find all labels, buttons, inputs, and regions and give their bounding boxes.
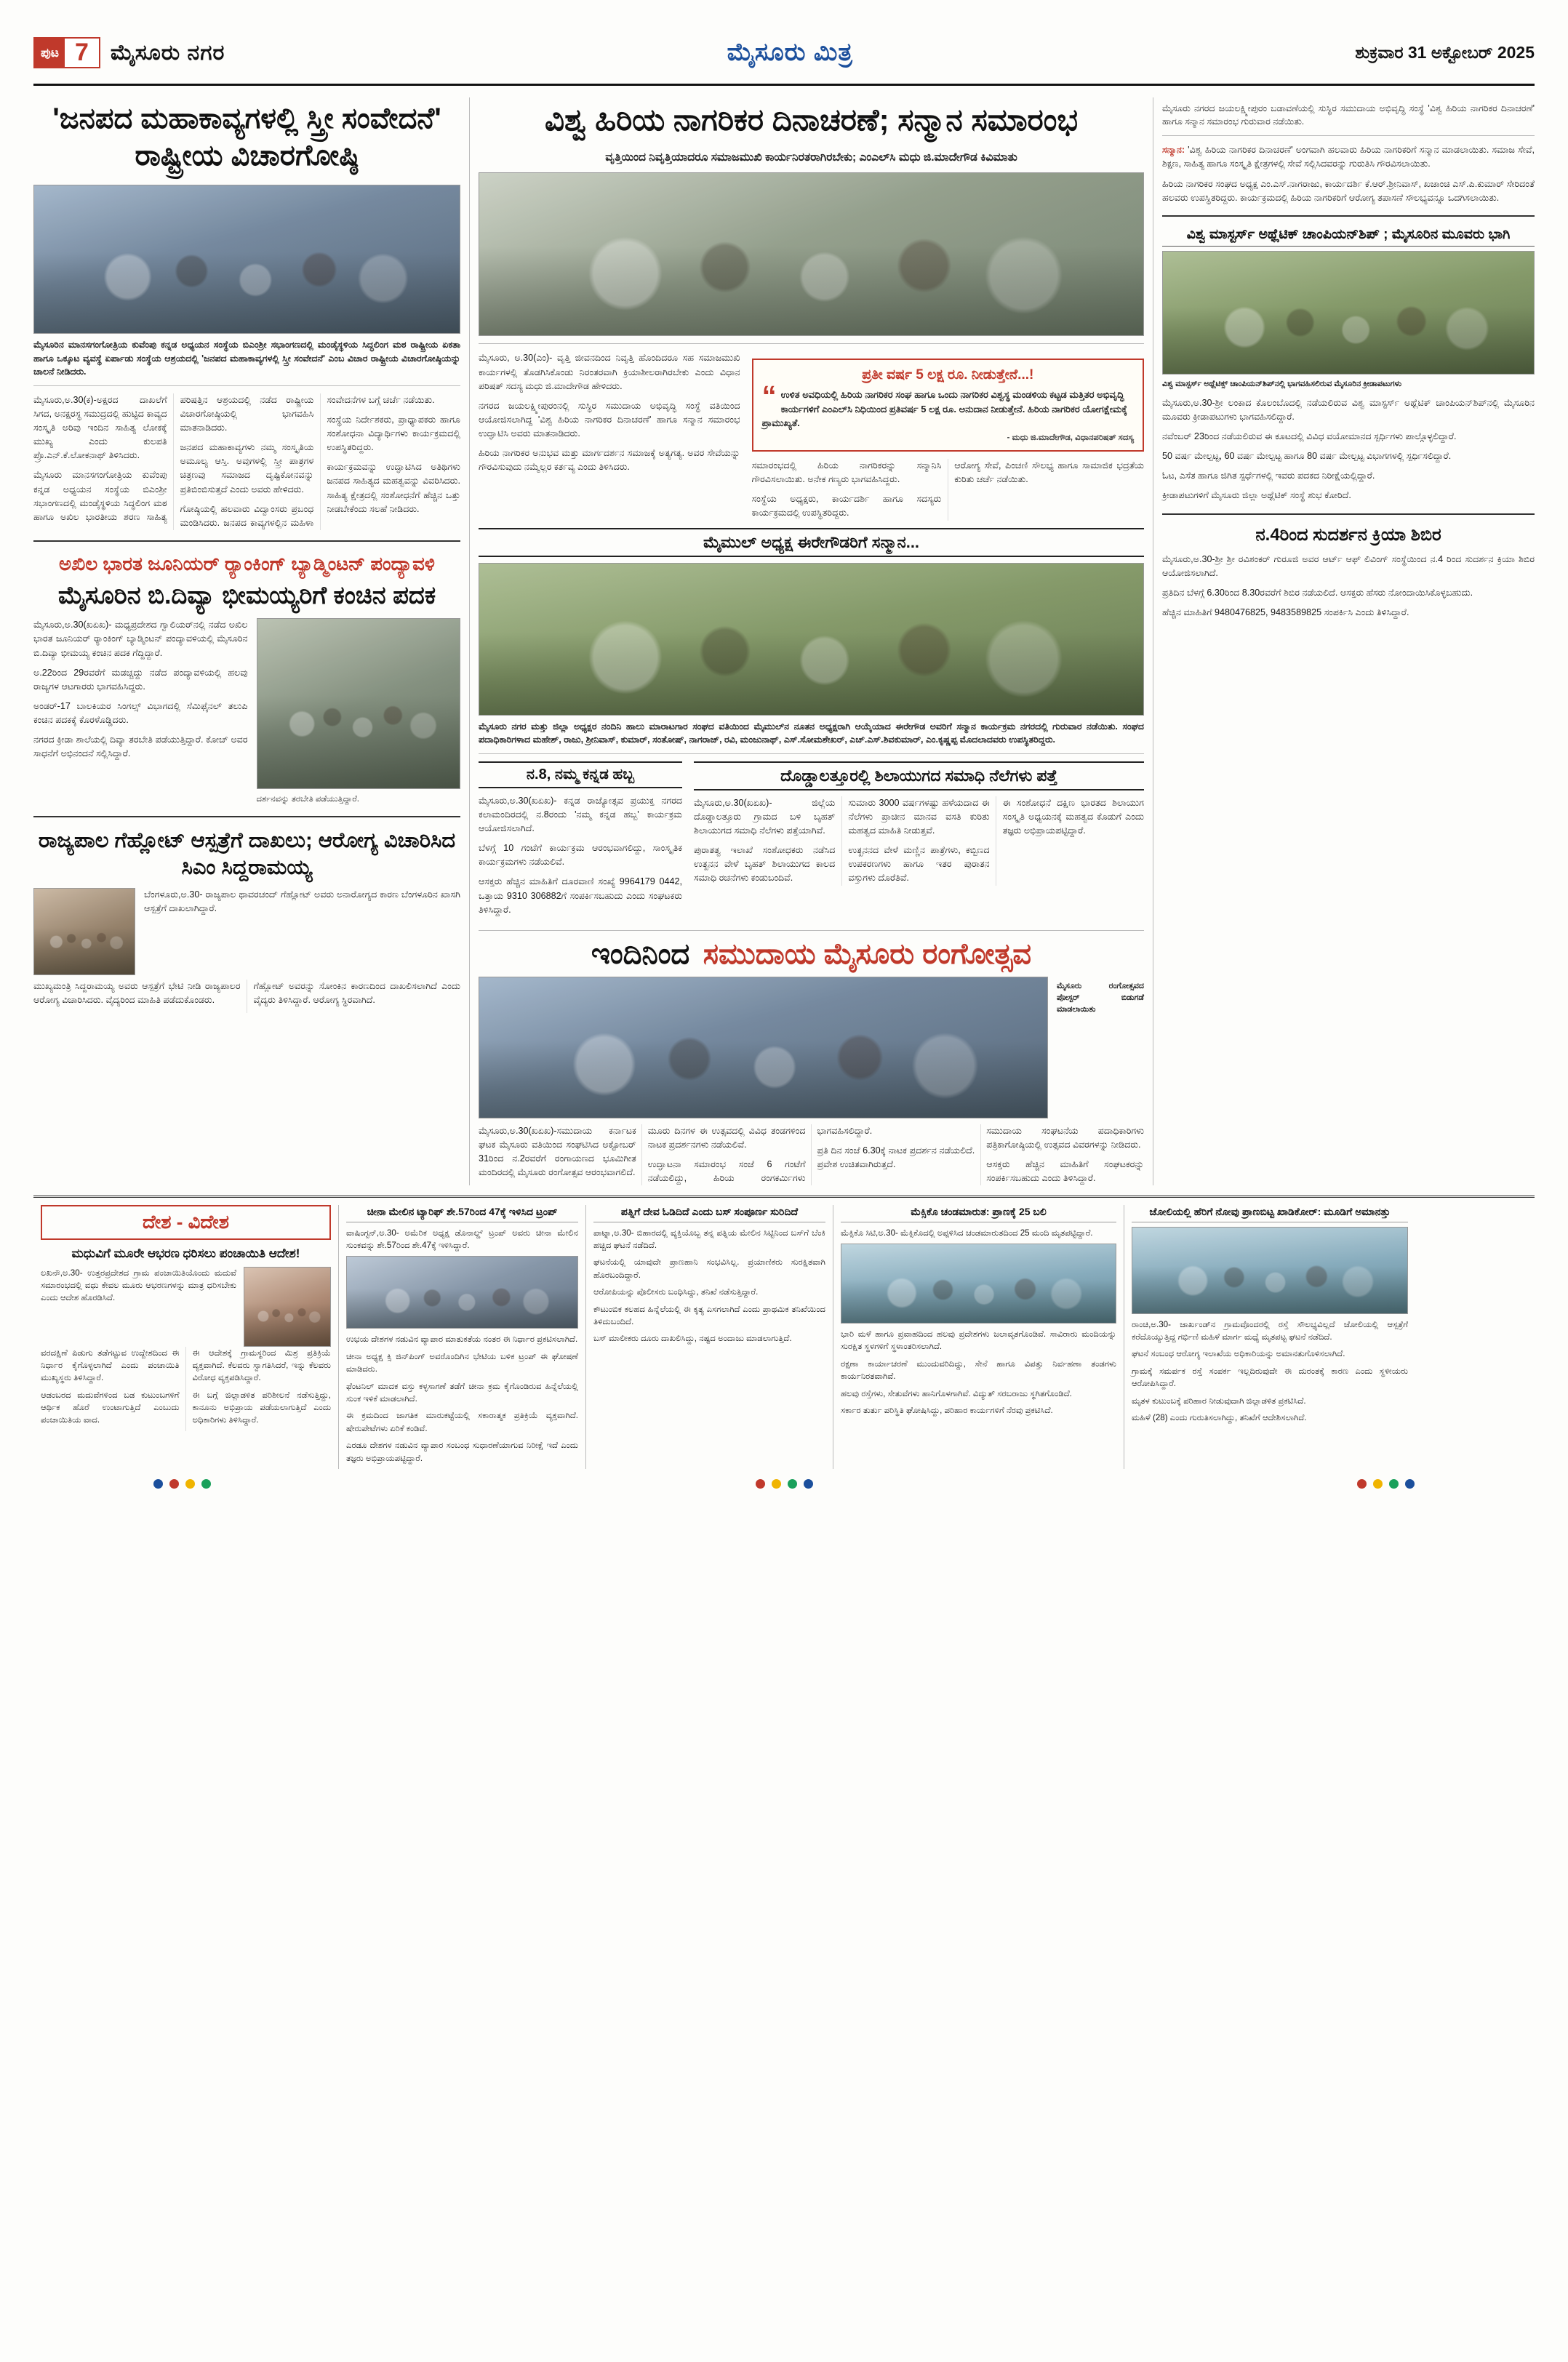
mymul-head: ಮೈಮುಲ್ ಅಧ್ಯಕ್ಷ ಈರೇಗೌಡರಿಗೆ ಸನ್ಮಾನ...: [479, 528, 1144, 557]
rangotsava-block: [479, 977, 1144, 1118]
badminton-kicker: ಅಖಿಲ ಭಾರತ ಜೂನಿಯರ್ ರ‍್ಯಾಂಕಿಂಗ್ ಬ್ಯಾಡ್ಮಿಂಟನ್ ಪಂದ್ಯಾವಳಿ: [59, 553, 435, 575]
kannada-habba-head: ನ.8, ನಮ್ಮ ಕನ್ನಡ ಹಬ್ಬ: [479, 761, 682, 788]
desh-videsh-badge: ದೇಶ - ವಿದೇಶ: [41, 1205, 331, 1240]
divider: [1162, 513, 1535, 515]
lead-right-photo: [479, 172, 1144, 336]
paragraph: ಗೋಷ್ಠಿಯಲ್ಲಿ ಹಲವಾರು ವಿದ್ವಾಂಸರು ಪ್ರಬಂಧ ಮಂಡಿಸಿದರು. ಜನಪದ ಕಾವ್ಯಗಳಲ್ಲಿನ ಮಹಿಳಾ ಸಂವೇದನೆಗಳ ಬಗ್ಗೆ ಚರ್ಚೆ ನಡೆಯಿತು.: [180, 394, 435, 528]
paragraph: ಸುಮಾರು 3000 ವರ್ಷಗಳಷ್ಟು ಹಳೆಯದಾದ ಈ ನೆಲೆಗಳು ಪ್ರಾಚೀನ ಮಾನವ ವಸತಿ ಕುರಿತು ಮಹತ್ವದ ಮಾಹಿತಿ ನೀಡುತ್ತವೆ.: [848, 797, 990, 836]
sanmana-paragraph-2: ಹಿರಿಯ ನಾಗರಿಕರ ಸಂಘದ ಅಧ್ಯಕ್ಷ ಎಂ.ಎಸ್.ನಾಗರಾಜು, ಕಾರ್ಯದರ್ಶಿ ಕೆ.ಆರ್.ಶ್ರೀನಿವಾಸ್, ಖಜಾಂಚಿ ಎಸ್.ಪಿ.ಕುಮಾರ್ ಸೇರಿದಂತೆ ಹಲವರು ಉಪಸ್ಥಿತರಿದ್ದರು. ಕಾರ್ಯಕ್ರಮದಲ್ಲಿ ಹಿರಿಯ ನಾಗರಿಕರಿಗೆ ಆರೋಗ್ಯ ತಪಾಸಣೆ ಸೌಲಭ್ಯವನ್ನೂ ಒದಗಿಸಲಾಯಿತು.: [1162, 178, 1535, 203]
world-title-2: ಪತ್ನಿಗೆ ದೇವ ಓಡಿದಿದೆ ಎಂದು ಬಸ್ ಸಂಪೂರ್ಣ ಸುರಿದಿದೆ: [593, 1205, 825, 1222]
world-title-1: ಚೀನಾ ಮೇಲಿನ ಟ್ಯಾರಿಫ್ ಶೇ.57ರಿಂದ 47ಕ್ಕೆ ಇಳಿಸಿದ ಟ್ರಂಪ್: [346, 1205, 578, 1222]
world-col-3: [833, 1205, 1124, 1468]
paragraph: ಪ್ರತಿದಿನ ಬೆಳಗ್ಗೆ 6.30ರಿಂದ 8.30ರವರೆಗೆ ಶಿಬಿರ ನಡೆಯಲಿದೆ. ಆಸಕ್ತರು ಹೆಸರು ನೋಂದಾಯಿಸಿಕೊಳ್ಳಬಹುದು.: [1162, 587, 1473, 598]
paragraph: ಮೈಸೂರು,ಅ.30(ಕ)-ಅಕ್ಷರದ ದಾಖಲೆಗೆ ಸಿಗದ, ಅನಕ್ಷರಸ್ಥ ಸಮುದ್ರದಲ್ಲಿ ಹುಟ್ಟಿದ ಕಾವ್ಯದ ಸಂಸ್ಕೃತಿ ಅರಿವು ಇಂದಿನ ಸಾಹಿತ್ಯ ಲೋಕಕ್ಕೆ ಮುಖ್ಯ ಎಂದು ಕುಲಪತಿ ಪ್ರೊ.ಎನ್.ಕೆ.ಲೋಕನಾಥ್ ತಿಳಿಸಿದರು.: [33, 394, 167, 461]
sanmana-text: 'ವಿಶ್ವ ಹಿರಿಯ ನಾಗರಿಕರ ದಿನಾಚರಣೆ' ಅಂಗವಾಗಿ ಹಲವಾರು ಹಿರಿಯ ನಾಗರಿಕರಿಗೆ ಸನ್ಮಾನ ಮಾಡಲಾಯಿತು. ಸಮಾಜ ಸೇವೆ, ಶಿಕ್ಷಣ, ಸಾಹಿತ್ಯ ಹಾಗೂ ಸಂಸ್ಕೃತಿ ಕ್ಷೇತ್ರಗಳಲ್ಲಿ ಸೇವೆ ಸಲ್ಲಿಸಿದವರನ್ನು ಗುರುತಿಸಿ ಗೌರವಿಸಲಾಯಿತು.: [1162, 145, 1535, 169]
divider: [33, 816, 460, 817]
world-0-body: [41, 1347, 331, 1431]
sanmana-head: ಸನ್ಮಾನ:: [1162, 145, 1185, 156]
paragraph: ಈ ಬಗ್ಗೆ ಜಿಲ್ಲಾಡಳಿತ ಪರಿಶೀಲನೆ ನಡೆಸುತ್ತಿದ್ದು, ಕಾನೂನು ಅಭಿಪ್ರಾಯ ಪಡೆಯಲಾಗುತ್ತಿದೆ ಎಂದು ಅಧಿಕಾರಿಗಳು ತಿಳಿಸಿದ್ದಾರೆ.: [192, 1390, 331, 1425]
lead-right-body-wrap: [479, 351, 1144, 520]
paragraph: 50 ವರ್ಷ ಮೇಲ್ಪಟ್ಟ, 60 ವರ್ಷ ಮೇಲ್ಪಟ್ಟ ಹಾಗೂ 80 ವರ್ಷ ಮೇಲ್ಪಟ್ಟ ವಿಭಾಗಗಳಲ್ಲಿ ಸ್ಪರ್ಧಿಸಲಿದ್ದಾರೆ.: [1162, 451, 1452, 462]
quote-title: ಪ್ರತೀ ವರ್ಷ 5 ಲಕ್ಷ ರೂ. ನೀಡುತ್ತೇನೆ...!: [862, 367, 1034, 383]
rangotsava-photo-wrap: [479, 977, 1048, 1118]
registration-group-center: [756, 1479, 813, 1489]
masthead-left: [33, 37, 225, 68]
doddalathur-block: [694, 761, 1144, 923]
issue-date: ಶುಕ್ರವಾರ 31 ಅಕ್ಟೋಬರ್ 2025: [1355, 43, 1535, 62]
paragraph: ಸಮಾರಂಭದಲ್ಲಿ ಹಿರಿಯ ನಾಗರಿಕರನ್ನು ಸನ್ಮಾನಿಸಿ ಗೌರವಿಸಲಾಯಿತು. ಅನೇಕ ಗಣ್ಯರು ಭಾಗವಹಿಸಿದ್ದರು.: [751, 460, 942, 485]
paragraph: ಈ ಆದೇಶಕ್ಕೆ ಗ್ರಾಮಸ್ಥರಿಂದ ಮಿಶ್ರ ಪ್ರತಿಕ್ರಿಯೆ ವ್ಯಕ್ತವಾಗಿದೆ. ಕೆಲವರು ಸ್ವಾಗತಿಸಿದರೆ, ಇನ್ನು ಕೆಲವರು ವಿರೋಧ ವ್ಯಕ್ತಪಡಿಸಿದ್ದಾರೆ.: [192, 1348, 331, 1383]
paragraph: ಚೀನಾ ಅಧ್ಯಕ್ಷ ಕ್ಸಿ ಜಿನ್‌ಪಿಂಗ್ ಅವರೊಂದಿಗಿನ ಭೇಟಿಯ ಬಳಿಕ ಟ್ರಂಪ್ ಈ ಘೋಷಣೆ ಮಾಡಿದರು.: [346, 1351, 578, 1374]
paragraph: ಅಂಡರ್-17 ಬಾಲಕಿಯರ ಸಿಂಗಲ್ಸ್ ವಿಭಾಗದಲ್ಲಿ ಸೆಮಿಫೈನಲ್ ತಲುಪಿ ಕಂಚಿನ ಪದಕಕ್ಕೆ ಕೊರಳೊಡ್ಡಿದರು.: [33, 701, 248, 726]
paragraph: ಓಟ, ಎಸೆತ ಹಾಗೂ ಜಿಗಿತ ಸ್ಪರ್ಧೆಗಳಲ್ಲಿ ಇವರು ಪದಕದ ನಿರೀಕ್ಷೆಯಲ್ಲಿದ್ದಾರೆ.: [1162, 471, 1375, 481]
badminton-text: [33, 618, 248, 806]
paragraph: ಈ ಕ್ರಮದಿಂದ ಜಾಗತಿಕ ಮಾರುಕಟ್ಟೆಯಲ್ಲಿ ಸಕಾರಾತ್ಮಕ ಪ್ರತಿಕ್ರಿಯೆ ವ್ಯಕ್ತವಾಗಿದೆ. ಷೇರುಪೇಟೆಗಳು ಏರಿಕೆ ಕಂಡಿವೆ.: [346, 1411, 578, 1433]
paragraph: ಉತ್ಖನನದ ವೇಳೆ ಮಣ್ಣಿನ ಪಾತ್ರೆಗಳು, ಕಬ್ಬಿಣದ ಉಪಕರಣಗಳು ಹಾಗೂ ಇತರ ಪುರಾತನ ವಸ್ತುಗಳು ದೊರೆತಿವೆ.: [848, 845, 990, 884]
world-4-photo: [1132, 1227, 1408, 1314]
rangotsava-head-red: ಸಮುದಾಯ ಮೈಸೂರು ರಂಗೋತ್ಸವ: [703, 937, 1032, 970]
masters-body: [1162, 396, 1535, 503]
paragraph: ಮೈಸೂರು ಮಾನಸಗಂಗೋತ್ರಿಯ ಕುವೆಂಪು ಕನ್ನಡ ಅಧ್ಯಯನ ಸಂಸ್ಥೆಯ ಬಿಎಂಶ್ರೀ ಸಭಾಂಗಣದಲ್ಲಿ ಮಂಡೈಸ್ಥಳಿಯ ಸಿದ್ಧಲಿಂಗ ಮಠ ಹಾಗೂ ಅಖಿಲ ಭಾರತೀಯ ಶರಣ ಸಾಹಿತ್ಯ ಪರಿಷತ್ತಿನ ಆಶ್ರಯದಲ್ಲಿ ನಡೆದ ರಾಷ್ಟ್ರೀಯ ವಿಚಾರಗೋಷ್ಠಿಯಲ್ಲಿ ಭಾಗವಹಿಸಿ ಮಾತನಾಡಿದರು.: [33, 394, 314, 522]
page-content: [33, 97, 1535, 1185]
badminton-photo-caption: ದರ್ಶನವನ್ನು ತರಬೇತಿ ಪಡೆಯುತ್ತಿದ್ದಾರೆ.: [256, 795, 359, 804]
mymul-caption: ಮೈಸೂರು ನಗರ ಮತ್ತು ಜಿಲ್ಲಾ ಅಧ್ಯಕ್ಷರ ನಂದಿನಿ ಹಾಲು ಮಾರಾಟಗಾರ ಸಂಘದ ವತಿಯಿಂದ ಮೈಮುಲ್‌ನ ನೂತನ ಅಧ್ಯಕ್ಷರಾಗಿ ಆಯ್ಕೆಯಾದ ಈರೇಗೌಡ ಅವರಿಗೆ ಸನ್ಮಾನ ಕಾರ್ಯಕ್ರಮ ನಗರದಲ್ಲಿ ಗುರುವಾರ ನಡೆಯಿತು. ಸಂಘದ ಪದಾಧಿಕಾರಿಗಳಾದ ಮಹೇಶ್, ರಾಜು, ಶ್ರೀನಿವಾಸ್, ಕುಮಾರ್, ಸಂತೋಷ್, ನಾಗರಾಜ್, ರವಿ, ಮಂಜುನಾಥ್, ಎಸ್.ಸೋಮಶೇಖರ್, ಎಚ್.ಎಸ್.ಶಿವಕುಮಾರ್, ಎಂ.ಕೃಷ್ಣಪ್ಪ ಮೊದಲಾದವರು ಉಪಸ್ಥಿತರಿದ್ದರು.: [479, 721, 1144, 745]
paragraph: ಮಹಿಳೆ (28) ಎಂದು ಗುರುತಿಸಲಾಗಿದ್ದು, ತನಿಖೆಗೆ ಆದೇಶಿಸಲಾಗಿದೆ.: [1132, 1412, 1307, 1422]
rangotsava-caption-wrap: [1057, 977, 1144, 1118]
paragraph: ಎರಡೂ ದೇಶಗಳ ನಡುವಿನ ವ್ಯಾಪಾರ ಸಂಬಂಧ ಸುಧಾರಣೆಯಾಗುವ ನಿರೀಕ್ಷೆ ಇದೆ ಎಂದು ತಜ್ಞರು ಅಭಿಪ್ರಾಯಪಟ್ಟಿದ್ದಾರೆ.: [346, 1441, 578, 1463]
governor-text: [144, 888, 460, 975]
paragraph: ಮೈಸೂರು,ಅ.30-ಶ್ರೀ ಲಂಕಾದ ಕೊಲಂಬೊದಲ್ಲಿ ನಡೆಯಲಿರುವ ವಿಶ್ವ ಮಾಸ್ಟರ್ಸ್ ಅಥ್ಲೆಟಿಕ್ ಚಾಂಪಿಯನ್‌ಶಿಪ್‌ನಲ್ಲಿ ಮೈಸೂರಿನ ಮೂವರು ಕ್ರೀಡಾಪಟುಗಳು ಭಾಗವಹಿಸಲಿದ್ದಾರೆ.: [1162, 397, 1535, 422]
divider: [1162, 135, 1535, 136]
governor-headline: ರಾಜ್ಯಪಾಲ ಗೆಹ್ಲೋಟ್ ಆಸ್ಪತ್ರೆಗೆ ದಾಖಲು; ಆರೋಗ್ಯ ವಿಚಾರಿಸಿದ ಸಿಎಂ ಸಿದ್ದರಾಮಯ್ಯ: [38, 829, 456, 879]
mid-block: [479, 761, 1144, 923]
paragraph: ಆರೋಗ್ಯ ಸೇವೆ, ಪಿಂಚಣಿ ಸೌಲಭ್ಯ ಹಾಗೂ ಸಾಮಾಜಿಕ ಭದ್ರತೆಯ ಕುರಿತು ಚರ್ಚೆ ನಡೆಯಿತು.: [954, 460, 1144, 485]
paragraph: ಘಟನೆ ಸಂಬಂಧ ಆರೋಗ್ಯ ಇಲಾಖೆಯ ಅಧಿಕಾರಿಯನ್ನು ಅಮಾನತುಗೊಳಿಸಲಾಗಿದೆ.: [1132, 1349, 1345, 1359]
paragraph: ಪುರಾತತ್ವ ಇಲಾಖೆ ಸಂಶೋಧಕರು ನಡೆಸಿದ ಉತ್ಖನನ ವೇಳೆ ಬೃಹತ್ ಶಿಲಾಯುಗದ ಕಾಲದ ಸಮಾಧಿ ರಚನೆಗಳು ಕಂಡುಬಂದಿವೆ.: [694, 845, 836, 884]
paragraph: ಈ ಸಂಶೋಧನೆ ದಕ್ಷಿಣ ಭಾರತದ ಶಿಲಾಯುಗ ಸಂಸ್ಕೃತಿ ಅಧ್ಯಯನಕ್ಕೆ ಮಹತ್ವದ ಕೊಡುಗೆ ಎಂದು ತಜ್ಞರು ಅಭಿಪ್ರಾಯಪಟ್ಟಿದ್ದಾರೆ.: [1002, 797, 1144, 836]
lead-left-body: [33, 393, 460, 530]
reg-dot: [1373, 1479, 1383, 1489]
lead-right-col1: [479, 351, 740, 520]
paragraph: ಆಸಕ್ತರು ಹೆಚ್ಚಿನ ಮಾಹಿತಿಗೆ ಸಂಘಟಕರನ್ನು ಸಂಪರ್ಕಿಸಬಹುದು ಎಂದು ತಿಳಿಸಿದ್ದಾರೆ.: [986, 1159, 1144, 1184]
paragraph: ಹೆಚ್ಚಿನ ಮಾಹಿತಿಗೆ 9480476825, 9483589825 ಸಂಪರ್ಕಿಸಿ ಎಂದು ತಿಳಿಸಿದ್ದಾರೆ.: [1162, 607, 1409, 618]
reg-dot: [788, 1479, 797, 1489]
reg-dot: [1405, 1479, 1415, 1489]
quote-text: ಉಳಿತ ಅವಧಿಯಲ್ಲಿ ಹಿರಿಯ ನಾಗರಿಕರ ಸಂಘ ಹಾಗೂ ಒಂದು ನಾಗರಿಕರ ವಿಶ್ವಸ್ಥ ಮಂಡಳಿಯ ಕಟ್ಟಡ ಮತ್ತಿತರ ಅಭಿವೃದ್ಧಿ ಕಾರ್ಯಗಳಿಗೆ ಎಂಎಲ್‌ಸಿ ನಿಧಿಯಿಂದ ಪ್ರತಿವರ್ಷ 5 ಲಕ್ಷ ರೂ. ಅನುದಾನ ನೀಡುತ್ತೇನೆ. ಹಿರಿಯ ನಾಗರಿಕರ ಯೋಗಕ್ಷೇಮಕ್ಕೆ ಪ್ರಾಮುಖ್ಯತೆ.: [761, 389, 1127, 429]
world-title-3: ಮೆಕ್ಸಿಕೊ ಚಂಡಮಾರುತ: ಪ್ರಾಣಕ್ಕೆ 25 ಬಲಿ: [841, 1205, 1116, 1222]
governor-body: [33, 980, 460, 1013]
paragraph: ಕಾರ್ಯಕ್ರಮವನ್ನು ಉದ್ಘಾಟಿಸಿದ ಅತಿಥಿಗಳು ಜನಪದ ಸಾಹಿತ್ಯದ ಮಹತ್ವವನ್ನು ವಿವರಿಸಿದರು. ಸಾಹಿತ್ಯ ಕ್ಷೇತ್ರದಲ್ಲಿ ಸಂಶೋಧನೆಗೆ ಹೆಚ್ಚಿನ ಒತ್ತು ನೀಡಬೇಕೆಂದು ಸಲಹೆ ನೀಡಿದರು.: [327, 462, 460, 514]
world-0-photo: [244, 1267, 331, 1347]
reg-dot: [185, 1479, 195, 1489]
reg-dot: [772, 1479, 781, 1489]
paragraph: ಹಲವು ರಸ್ತೆಗಳು, ಸೇತುವೆಗಳು ಹಾನಿಗೊಳಗಾಗಿವೆ. ವಿದ್ಯುತ್ ಸರಬರಾಜು ಸ್ಥಗಿತಗೊಂಡಿದೆ.: [841, 1388, 1072, 1398]
rangotsava-head-prefix: ಇಂದಿನಿಂದ: [591, 937, 690, 970]
paragraph: ಮೈಸೂರು, ಅ.30(ಎಂ)- ವೃತ್ತಿ ಜೀವನದಿಂದ ನಿವೃತ್ತಿ ಹೊಂದಿದರೂ ಸಹ ಸಮಾಜಮುಖಿ ಕಾರ್ಯಗಳಲ್ಲಿ ತೊಡಗಿಸಿಕೊಂಡು ನಿರಂತರವಾಗಿ ಕ್ರಿಯಾಶೀಲರಾಗಿರಬೇಕು ಎಂದು ವಿಧಾನ ಪರಿಷತ್ ಸದಸ್ಯ ಮಧು ಜಿ.ಮಾದೇಗೌಡ ಹೇಳಿದರು.: [479, 353, 740, 391]
paragraph: ಬಸ್ ಮಾಲೀಕರು ದೂರು ದಾಖಲಿಸಿದ್ದು, ನಷ್ಟದ ಅಂದಾಜು ಮಾಡಲಾಗುತ್ತಿದೆ.: [593, 1334, 792, 1344]
quote-body: [761, 380, 1134, 431]
paragraph: ಘಟನೆಯಲ್ಲಿ ಯಾವುದೇ ಪ್ರಾಣಹಾನಿ ಸಂಭವಿಸಿಲ್ಲ. ಪ್ರಯಾಣಿಕರು ಸುರಕ್ಷಿತವಾಗಿ ಹೊರಬಂದಿದ್ದಾರೆ.: [593, 1257, 825, 1280]
paragraph: ಗ್ರಾಮಕ್ಕೆ ಸಮರ್ಪಕ ರಸ್ತೆ ಸಂಪರ್ಕ ಇಲ್ಲದಿರುವುದೇ ಈ ದುರಂತಕ್ಕೆ ಕಾರಣ ಎಂದು ಸ್ಥಳೀಯರು ಆರೋಪಿಸಿದ್ದಾರೆ.: [1132, 1366, 1408, 1389]
paragraph: ರಾಂಚಿ,ಅ.30- ಜಾರ್ಖಂಡ್‌ನ ಗ್ರಾಮವೊಂದರಲ್ಲಿ ರಸ್ತೆ ಸೌಲಭ್ಯವಿಲ್ಲದೆ ಜೋಲಿಯಲ್ಲಿ ಆಸ್ಪತ್ರೆಗೆ ಕರೆದೊಯ್ಯುತ್ತಿದ್ದ ಗರ್ಭಿಣಿ ಮಹಿಳೆ ಮಾರ್ಗ ಮಧ್ಯೆ ಮೃತಪಟ್ಟ ಘಟನೆ ನಡೆದಿದೆ.: [1132, 1319, 1408, 1342]
paragraph: ಭಾರಿ ಮಳೆ ಹಾಗೂ ಪ್ರವಾಹದಿಂದ ಹಲವು ಪ್ರದೇಶಗಳು ಜಲಾವೃತಗೊಂಡಿವೆ. ಸಾವಿರಾರು ಮಂದಿಯನ್ನು ಸುರಕ್ಷಿತ ಸ್ಥಳಗಳಿಗೆ ಸ್ಥಳಾಂತರಿಸಲಾಗಿದೆ.: [841, 1329, 1116, 1352]
world-0-top: [41, 1267, 331, 1347]
paragraph: ಮೈಸೂರು,ಅ.30(ಖಏಖ)- ಕನ್ನಡ ರಾಜ್ಯೋತ್ಸವ ಪ್ರಯುಕ್ತ ನಗರದ ಕಲಾಮಂದಿರದಲ್ಲಿ ನ.8ರಂದು 'ನಮ್ಮ ಕನ್ನಡ ಹಬ್ಬ' ಕಾರ್ಯಕ್ರಮ ಆಯೋಜಿಸಲಾಗಿದೆ.: [479, 795, 682, 834]
page-badge: [33, 37, 100, 68]
rangotsava-caption: ಮೈಸೂರು ರಂಗೋತ್ಸವದ ಪೋಸ್ಟರ್ ಬಿಡುಗಡೆ ಮಾಡಲಾಯಿತು: [1057, 981, 1144, 1014]
reg-dot: [1357, 1479, 1367, 1489]
registration-group-left: [153, 1479, 211, 1489]
rangotsava-photo: [479, 977, 1048, 1118]
paragraph: ಮೃತಳ ಕುಟುಂಬಕ್ಕೆ ಪರಿಹಾರ ನೀಡುವುದಾಗಿ ಜಿಲ್ಲಾಡಳಿತ ಪ್ರಕಟಿಸಿದೆ.: [1132, 1396, 1306, 1406]
paragraph: ವರದಕ್ಷಿಣೆ ಪಿಡುಗು ತಡೆಗಟ್ಟುವ ಉದ್ದೇಶದಿಂದ ಈ ನಿರ್ಧಾರ ಕೈಗೊಳ್ಳಲಾಗಿದೆ ಎಂದು ಪಂಚಾಯಿತಿ ಮುಖ್ಯಸ್ಥರು ತಿಳಿಸಿದ್ದಾರೆ.: [41, 1348, 180, 1383]
world-1-photo: [346, 1256, 578, 1329]
divider: [33, 385, 460, 386]
paragraph: ಪ್ರತಿ ದಿನ ಸಂಜೆ 6.30ಕ್ಕೆ ನಾಟಕ ಪ್ರದರ್ಶನ ನಡೆಯಲಿದೆ. ಪ್ರವೇಶ ಉಚಿತವಾಗಿರುತ್ತದೆ.: [817, 1145, 975, 1170]
rangotsava-head: [479, 938, 1144, 971]
paragraph: ಸಮುದಾಯ ಸಂಘಟನೆಯ ಪದಾಧಿಕಾರಿಗಳು ಪತ್ರಿಕಾಗೋಷ್ಠಿಯಲ್ಲಿ ಉತ್ಸವದ ವಿವರಗಳನ್ನು ನೀಡಿದರು.: [986, 1125, 1144, 1150]
sanmana-paragraph: [1162, 143, 1535, 171]
paragraph: ಮೈಸೂರು,ಅ.30-ಶ್ರೀ ಶ್ರೀ ರವಿಶಂಕರ್ ಗುರೂಜಿ ಅವರ ಆರ್ಟ್ ಆಫ್ ಲಿವಿಂಗ್ ಸಂಸ್ಥೆಯಿಂದ ನ.4 ರಿಂದ ಸುದರ್ಶನ ಕ್ರಿಯಾ ಶಿಬಿರ ಆಯೋಜಿಸಲಾಗಿದೆ.: [1162, 553, 1535, 578]
world-col-4: [1124, 1205, 1415, 1468]
quote-mark-icon: “: [761, 380, 777, 413]
world-3-photo: [841, 1244, 1116, 1324]
badminton-headline: ಮೈಸೂರಿನ ಬಿ.ದಿವ್ಯಾ ಭೀಮಯ್ಯರಿಗೆ ಕಂಚಿನ ಪದಕ: [57, 581, 436, 609]
paragraph: ಮೆಕ್ಸಿಕೊ ಸಿಟಿ,ಅ.30- ಮೆಕ್ಸಿಕೊದಲ್ಲಿ ಅಪ್ಪಳಿಸಿದ ಚಂಡಮಾರುತದಿಂದ 25 ಮಂದಿ ಮೃತಪಟ್ಟಿದ್ದಾರೆ.: [841, 1228, 1093, 1238]
world-title-4: ಜೋಲಿಯಲ್ಲಿ ಹೆರಿಗೆ ನೋವು ಪ್ರಾಣಬಿಟ್ಟ ಖಾಡಿಕೋರ್: ಮೂಡಿಗೆ ಅಮಾನತ್ತು: [1132, 1205, 1408, 1222]
reg-dot: [1389, 1479, 1399, 1489]
quote-box: [752, 359, 1144, 452]
doddalathur-head: ದೊಡ್ಡಾಲತ್ತೂರಲ್ಲಿ ಶಿಲಾಯುಗದ ಸಮಾಧಿ ನೆಲೆಗಳು ಪತ್ತೆ: [694, 761, 1144, 790]
reg-dot: [169, 1479, 179, 1489]
paragraph: ಉದ್ಘಾಟನಾ ಸಮಾರಂಭ ಸಂಜೆ 6 ಗಂಟೆಗೆ ನಡೆಯಲಿದ್ದು, ಹಿರಿಯ ರಂಗಕರ್ಮಿಗಳು ಭಾಗವಹಿಸಲಿದ್ದಾರೆ.: [647, 1125, 873, 1184]
divider: [1162, 215, 1535, 217]
quote-attribution: - ಮಧು ಜಿ.ಮಾದೇಗೌಡ, ವಿಧಾನಪರಿಷತ್ ಸದಸ್ಯ: [1007, 433, 1134, 442]
divider: [479, 930, 1144, 931]
world-0-text: [41, 1267, 236, 1347]
paragraph: ಮೈಸೂರು,ಅ.30(ಖಏಖ)- ಮಧ್ಯಪ್ರದೇಶದ ಗ್ವಾಲಿಯರ್‌ನಲ್ಲಿ ನಡೆದ ಅಖಿಲ ಭಾರತ ಜೂನಿಯರ್ ರ‍್ಯಾಂಕಿಂಗ್ ಬ್ಯಾಡ್ಮಿಂಟನ್ ಪಂದ್ಯಾವಳಿಯಲ್ಲಿ ಮೈಸೂರಿನ ಬಿ.ದಿವ್ಯಾ ಭೀಮಯ್ಯ ಕಂಚಿನ ಪದಕ ಗೆದ್ದಿದ್ದಾರೆ.: [33, 620, 248, 658]
rangotsava-body: [479, 1124, 1144, 1186]
reg-dot: [153, 1479, 163, 1489]
masters-photo: [1162, 251, 1535, 375]
page-number: 7: [65, 39, 99, 67]
paragraph: ಉಭಯ ದೇಶಗಳ ನಡುವಿನ ವ್ಯಾಪಾರ ಮಾತುಕತೆಯ ನಂತರ ಈ ನಿರ್ಧಾರ ಪ್ರಕಟಿಸಲಾಗಿದೆ.: [346, 1334, 578, 1345]
registration-marks: [33, 1479, 1535, 1489]
page-label: ಪುಟ: [35, 39, 65, 67]
paragraph: ಜನಪದ ಮಹಾಕಾವ್ಯಗಳು ನಮ್ಮ ಸಂಸ್ಕೃತಿಯ ಅಮೂಲ್ಯ ಆಸ್ತಿ. ಅವುಗಳಲ್ಲಿ ಸ್ತ್ರೀ ಪಾತ್ರಗಳ ಚಿತ್ರಣವು ಸಮಾಜದ ದೃಷ್ಟಿಕೋನವನ್ನು ಪ್ರತಿಬಿಂಬಿಸುತ್ತದೆ ಎಂದು ಅವರು ಹೇಳಿದರು.: [180, 442, 314, 495]
lead-right-subhead: ವೃತ್ತಿಯಿಂದ ನಿವೃತ್ತಿಯಾದರೂ ಸಮಾಜಮುಖಿ ಕಾರ್ಯನಿರತರಾಗಿರಬೇಕು; ಎಂಎಲ್‌ಸಿ ಮಧು ಜಿ.ಮಾದೇಗೌಡ ಕಿವಿಮಾತು: [605, 151, 1017, 164]
world-lead-0: ಮಧುವಿಗೆ ಮೂರೇ ಆಭರಣ ಧರಿಸಲು ಪಂಚಾಯಿತಿ ಆದೇಶ!: [71, 1246, 300, 1261]
lead-left-headline: 'ಜನಪದ ಮಹಾಕಾವ್ಯಗಳಲ್ಲಿ ಸ್ತ್ರೀ ಸಂವೇದನೆ' ರಾಷ್ಟ್ರೀಯ ವಿಚಾರಗೋಷ್ಠಿ: [52, 103, 441, 172]
reg-dot: [756, 1479, 765, 1489]
paragraph: ಲಖನೌ,ಅ.30- ಉತ್ತರಪ್ರದೇಶದ ಗ್ರಾಮ ಪಂಚಾಯಿತಿಯೊಂದು ಮದುವೆ ಸಮಾರಂಭದಲ್ಲಿ ವಧು ಕೇವಲ ಮೂರು ಆಭರಣಗಳನ್ನು ಮಾತ್ರ ಧರಿಸಬೇಕು ಎಂದು ಆದೇಶ ಹೊರಡಿಸಿದೆ.: [41, 1268, 236, 1303]
column-center: [470, 97, 1153, 1185]
sidebar-top-caption: ಮೈಸೂರು ನಗರದ ಜಯಲಕ್ಷ್ಮೀಪುರಂ ಬಡಾವಣೆಯಲ್ಲಿ ಸುಸ್ಥಿರ ಸಮುದಾಯ ಅಭಿವೃದ್ಧಿ ಸಂಸ್ಥೆ 'ವಿಶ್ವ ಹಿರಿಯ ನಾಗರಿಕರ ದಿನಾಚರಣೆ' ಹಾಗೂ ಸನ್ಮಾನ ಸಮಾರಂಭ ಗುರುವಾರ ನಡೆಯಿತು.: [1162, 103, 1535, 127]
paragraph: ಆಡಂಬರದ ಮದುವೆಗಳಿಂದ ಬಡ ಕುಟುಂಬಗಳಿಗೆ ಆರ್ಥಿಕ ಹೊರೆ ಉಂಟಾಗುತ್ತಿದೆ ಎಂಬುದು ಪಂಚಾಯಿತಿಯ ವಾದ.: [41, 1390, 180, 1425]
paragraph: ಆರೋಪಿಯನ್ನು ಪೊಲೀಸರು ಬಂಧಿಸಿದ್ದು, ತನಿಖೆ ನಡೆಸುತ್ತಿದ್ದಾರೆ.: [593, 1287, 759, 1297]
governor-photo-wrap: [33, 888, 135, 975]
paragraph: ನಗರದ ಜಯಲಕ್ಷ್ಮೀಪುರಂನಲ್ಲಿ ಸುಸ್ಥಿರ ಸಮುದಾಯ ಅಭಿವೃದ್ಧಿ ಸಂಸ್ಥೆ ವತಿಯಿಂದ ಆಯೋಜಿಸಲಾಗಿದ್ದ 'ವಿಶ್ವ ಹಿರಿಯ ನಾಗರಿಕರ ದಿನಾಚರಣೆ' ಹಾಗೂ ಸನ್ಮಾನ ಸಮಾರಂಭ ಉದ್ಘಾಟಿಸಿ ಅವರು ಮಾತನಾಡಿದರು.: [479, 400, 740, 439]
paragraph: ಮೂರು ದಿನಗಳ ಈ ಉತ್ಸವದಲ್ಲಿ ವಿವಿಧ ತಂಡಗಳಿಂದ ನಾಟಕ ಪ್ರದರ್ಶನಗಳು ನಡೆಯಲಿವೆ.: [647, 1125, 806, 1150]
badminton-photo-wrap: [257, 618, 460, 806]
paper-name: ಮೈಸೂರು ಮಿತ್ರ: [727, 39, 853, 66]
world-col-0: [33, 1205, 339, 1468]
paragraph: ವಾಷಿಂಗ್ಟನ್,ಅ.30- ಅಮೆರಿಕ ಅಧ್ಯಕ್ಷ ಡೊನಾಲ್ಡ್ ಟ್ರಂಪ್ ಅವರು ಚೀನಾ ಮೇಲಿನ ಸುಂಕವನ್ನು ಶೇ.57ರಿಂದ ಶೇ.47ಕ್ಕೆ ಇಳಿಸಿದ್ದಾರೆ.: [346, 1228, 578, 1251]
lead-left-photo: [33, 185, 460, 334]
paragraph: ಅ.22ರಿಂದ 29ರವರೆಗೆ ಮಡಚ್ಚದ್ದು ನಡೆದ ಪಂದ್ಯಾವಳಿಯಲ್ಲಿ ಹಲವು ರಾಜ್ಯಗಳ ಆಟಗಾರರು ಭಾಗವಹಿಸಿದ್ದರು.: [33, 667, 248, 692]
column-left: [33, 97, 470, 1185]
divider: [33, 540, 460, 542]
doddalathur-body: [694, 796, 1144, 886]
world-section: [33, 1196, 1535, 1468]
paragraph: ಗೆಹ್ಲೋಟ್ ಅವರನ್ನು ಸೋಂಕಿನ ಕಾರಣದಿಂದ ದಾಖಲಿಸಲಾಗಿದೆ ಎಂದು ವೈದ್ಯರು ತಿಳಿಸಿದ್ದಾರೆ. ಆರೋಗ್ಯ ಸ್ಥಿರವಾಗಿದೆ.: [253, 981, 460, 1006]
paragraph: ಬೆಳಗ್ಗೆ 10 ಗಂಟೆಗೆ ಕಾರ್ಯಕ್ರಮ ಆರಂಭವಾಗಲಿದ್ದು, ಸಾಂಸ್ಕೃತಿಕ ಕಾರ್ಯಕ್ರಮಗಳು ನಡೆಯಲಿವೆ.: [479, 843, 682, 868]
masters-head: ವಿಶ್ವ ಮಾಸ್ಟರ್ಸ್ ಅಥ್ಲೆಟಿಕ್ ಚಾಂಪಿಯನ್‌ಶಿಪ್ ; ಮೈಸೂರಿನ ಮೂವರು ಭಾಗಿ: [1162, 227, 1535, 247]
lead-right-col2: [752, 351, 1144, 520]
paragraph: ಫೆಂಟನಿಲ್ ಮಾದಕ ವಸ್ತು ಕಳ್ಳಸಾಗಣೆ ತಡೆಗೆ ಚೀನಾ ಕ್ರಮ ಕೈಗೊಂಡಿರುವ ಹಿನ್ನೆಲೆಯಲ್ಲಿ ಸುಂಕ ಇಳಿಕೆ ಮಾಡಲಾಗಿದೆ.: [346, 1381, 578, 1404]
paragraph: ನಗರದ ಕ್ರೀಡಾ ಶಾಲೆಯಲ್ಲಿ ದಿವ್ಯಾ ತರಬೇತಿ ಪಡೆಯುತ್ತಿದ್ದಾರೆ. ಕೋಚ್ ಅವರ ಸಾಧನೆಗೆ ಅಭಿನಂದನೆ ಸಲ್ಲಿಸಿದ್ದಾರೆ.: [33, 734, 248, 759]
paragraph: ಪಾಟ್ನಾ,ಅ.30- ಬಿಹಾರದಲ್ಲಿ ವ್ಯಕ್ತಿಯೊಬ್ಬ ತನ್ನ ಪತ್ನಿಯ ಮೇಲಿನ ಸಿಟ್ಟಿನಿಂದ ಬಸ್‌ಗೆ ಬೆಂಕಿ ಹಚ್ಚಿದ ಘಟನೆ ನಡೆದಿದೆ.: [593, 1228, 825, 1251]
reg-dot: [804, 1479, 813, 1489]
governor-block: [33, 888, 460, 975]
badminton-block: [33, 618, 460, 806]
section-name: ಮೈಸೂರು ನಗರ: [110, 40, 225, 65]
paragraph: ಸರ್ಕಾರ ತುರ್ತು ಪರಿಸ್ಥಿತಿ ಘೋಷಿಸಿದ್ದು, ಪರಿಹಾರ ಕಾರ್ಯಗಳಿಗೆ ನೆರವು ಪ್ರಕಟಿಸಿದೆ.: [841, 1405, 1053, 1415]
masters-caption: ವಿಶ್ವ ಮಾಸ್ಟರ್ಸ್ ಅಥ್ಲೆಟಿಕ್ಸ್ ಚಾಂಪಿಯನ್‌ಶಿಪ್‌ನಲ್ಲಿ ಭಾಗವಹಿಸಲಿರುವ ಮೈಸೂರಿನ ಕ್ರೀಡಾಪಟುಗಳು: [1162, 379, 1402, 388]
kannada-habba-block: [479, 761, 682, 923]
column-right: [1153, 97, 1535, 1185]
paragraph: ರಕ್ಷಣಾ ಕಾರ್ಯಾಚರಣೆ ಮುಂದುವರಿದಿದ್ದು, ಸೇನೆ ಹಾಗೂ ವಿಪತ್ತು ನಿರ್ವಹಣಾ ತಂಡಗಳು ಕಾರ್ಯನಿರತವಾಗಿವೆ.: [841, 1358, 1116, 1382]
world-col-2: [586, 1205, 833, 1468]
shibira-head: ನ.4ರಿಂದ ಸುದರ್ಶನ ಕ್ರಿಯಾ ಶಿಬಿರ: [1255, 524, 1441, 545]
paragraph: ಸಂಸ್ಥೆಯ ನಿರ್ದೇಶಕರು, ಪ್ರಾಧ್ಯಾಪಕರು ಹಾಗೂ ಸಂಶೋಧನಾ ವಿದ್ಯಾರ್ಥಿಗಳು ಕಾರ್ಯಕ್ರಮದಲ್ಲಿ ಉಪಸ್ಥಿತರಿದ್ದರು.: [327, 414, 460, 453]
lead-right-headline: ವಿಶ್ವ ಹಿರಿಯ ನಾಗರಿಕರ ದಿನಾಚರಣೆ; ಸನ್ಮಾನ ಸಮಾರಂಭ: [544, 103, 1079, 137]
world-col-1: [339, 1205, 586, 1468]
paragraph: ಮೈಸೂರು,ಅ.30(ಖಏಖ)- ಜಿಲ್ಲೆಯ ದೊಡ್ಡಾಲತ್ತೂರು ಗ್ರಾಮದ ಬಳಿ ಬೃಹತ್ ಶಿಲಾಯುಗದ ಸಮಾಧಿ ನೆಲೆಗಳು ಪತ್ತೆಯಾಗಿವೆ.: [694, 797, 836, 836]
lead-left-caption: ಮೈಸೂರಿನ ಮಾನಸಗಂಗೋತ್ರಿಯ ಕುವೆಂಪು ಕನ್ನಡ ಅಧ್ಯಯನ ಸಂಸ್ಥೆಯ ಬಿಎಂಶ್ರೀ ಸಭಾಂಗಣದಲ್ಲಿ ಮಂಡೈಸ್ಥಳಿಯ ಸಿದ್ಧಲಿಂಗ ಮಠ ರಾಷ್ಟ್ರೀಯ ಏಕತಾ ಹಾಗೂ ಒಕ್ಕೂಟ ವ್ಯವಸ್ಥೆ ಏರ್ಪಾಡು ಸಂಸ್ಥೆಯ ಆಶ್ರಯದಲ್ಲಿ 'ಜನಪದ ಮಹಾಕಾವ್ಯಗಳಲ್ಲಿ ಸ್ತ್ರೀ ಸಂವೇದನೆ' ಎಂಬ ವಿಚಾರ ರಾಷ್ಟ್ರೀಯ ವಿಚಾರಗೋಷ್ಠಿಯನ್ನು ಚಾಲನೆ ನೀಡಿದರು.: [33, 340, 460, 377]
paragraph: ನವೆಂಬರ್ 23ರಿಂದ ನಡೆಯಲಿರುವ ಈ ಕೂಟದಲ್ಲಿ ವಿವಿಧ ವಯೋಮಾನದ ಸ್ಪರ್ಧಿಗಳು ಪಾಲ್ಗೊಳ್ಳಲಿದ್ದಾರೆ.: [1162, 431, 1457, 442]
governor-photo: [33, 888, 135, 975]
paragraph: ಕೌಟುಂಬಿಕ ಕಲಹದ ಹಿನ್ನೆಲೆಯಲ್ಲಿ ಈ ಕೃತ್ಯ ಎಸಗಲಾಗಿದೆ ಎಂದು ಪ್ರಾಥಮಿಕ ತನಿಖೆಯಿಂದ ತಿಳಿದುಬಂದಿದೆ.: [593, 1304, 825, 1326]
registration-group-right: [1357, 1479, 1415, 1489]
reg-dot: [201, 1479, 211, 1489]
mymul-photo: [479, 563, 1144, 716]
divider: [479, 753, 1144, 754]
world-0-photo-wrap: [244, 1267, 331, 1347]
badminton-photo: [257, 618, 460, 789]
lead-right-extra: [752, 459, 1144, 521]
divider: [479, 343, 1144, 344]
paragraph: ಆಸಕ್ತರು ಹೆಚ್ಚಿನ ಮಾಹಿತಿಗೆ ದೂರವಾಣಿ ಸಂಖ್ಯೆ 9964179 0442, ಒತ್ತಾಯ 9310 306882ಗೆ ಸಂಪರ್ಕಿಸಬಹುದು ಎಂದು ಸಂಘಟಕರು ತಿಳಿಸಿದ್ದಾರೆ.: [479, 876, 682, 915]
paragraph: ಕ್ರೀಡಾಪಟುಗಳಿಗೆ ಮೈಸೂರು ಜಿಲ್ಲಾ ಅಥ್ಲೆಟಿಕ್ ಸಂಸ್ಥೆ ಶುಭ ಕೋರಿದೆ.: [1162, 490, 1351, 501]
paragraph: ಸಂಸ್ಥೆಯ ಅಧ್ಯಕ್ಷರು, ಕಾರ್ಯದರ್ಶಿ ಹಾಗೂ ಸದಸ್ಯರು ಕಾರ್ಯಕ್ರಮದಲ್ಲಿ ಉಪಸ್ಥಿತರಿದ್ದರು.: [751, 494, 942, 519]
paragraph: ಬೆಂಗಳೂರು,ಅ.30- ರಾಜ್ಯಪಾಲ ಥಾವರಚಂದ್ ಗೆಹ್ಲೋಟ್ ಅವರು ಅನಾರೋಗ್ಯದ ಕಾರಣ ಬೆಂಗಳೂರಿನ ಖಾಸಗಿ ಆಸ್ಪತ್ರೆಗೆ ದಾಖಲಾಗಿದ್ದಾರೆ.: [144, 889, 460, 914]
masthead: [33, 29, 1535, 86]
paragraph: ಹಿರಿಯ ನಾಗರಿಕರ ಅನುಭವ ಮತ್ತು ಮಾರ್ಗದರ್ಶನ ಸಮಾಜಕ್ಕೆ ಅತ್ಯಗತ್ಯ. ಅವರ ಸೇವೆಯನ್ನು ಗೌರವಿಸುವುದು ನಮ್ಮೆಲ್ಲರ ಕರ್ತವ್ಯ ಎಂದು ತಿಳಿಸಿದರು.: [479, 448, 740, 473]
paragraph: ಮುಖ್ಯಮಂತ್ರಿ ಸಿದ್ದರಾಮಯ್ಯ ಅವರು ಆಸ್ಪತ್ರೆಗೆ ಭೇಟಿ ನೀಡಿ ರಾಜ್ಯಪಾಲರ ಆರೋಗ್ಯ ವಿಚಾರಿಸಿದರು. ವೈದ್ಯರಿಂದ ಮಾಹಿತಿ ಪಡೆದುಕೊಂಡರು.: [33, 981, 241, 1006]
paragraph: ಮೈಸೂರು,ಅ.30(ಖಏಖ)-ಸಮುದಾಯ ಕರ್ನಾಟಕ ಘಟಕ ಮೈಸೂರು ವತಿಯಿಂದ ಸಂಘಟಿಸಿದ ಅಕ್ಟೋಬರ್ 31ರಿಂದ ನ.2ರವರೆಗೆ ರಂಗಾಯಣದ ಭೂಮಿಗೀತ ಮಂದಿರದಲ್ಲಿ ಮೈಸೂರು ರಂಗೋತ್ಸವ ಆರಂಭವಾಗಲಿದೆ.: [479, 1125, 636, 1178]
